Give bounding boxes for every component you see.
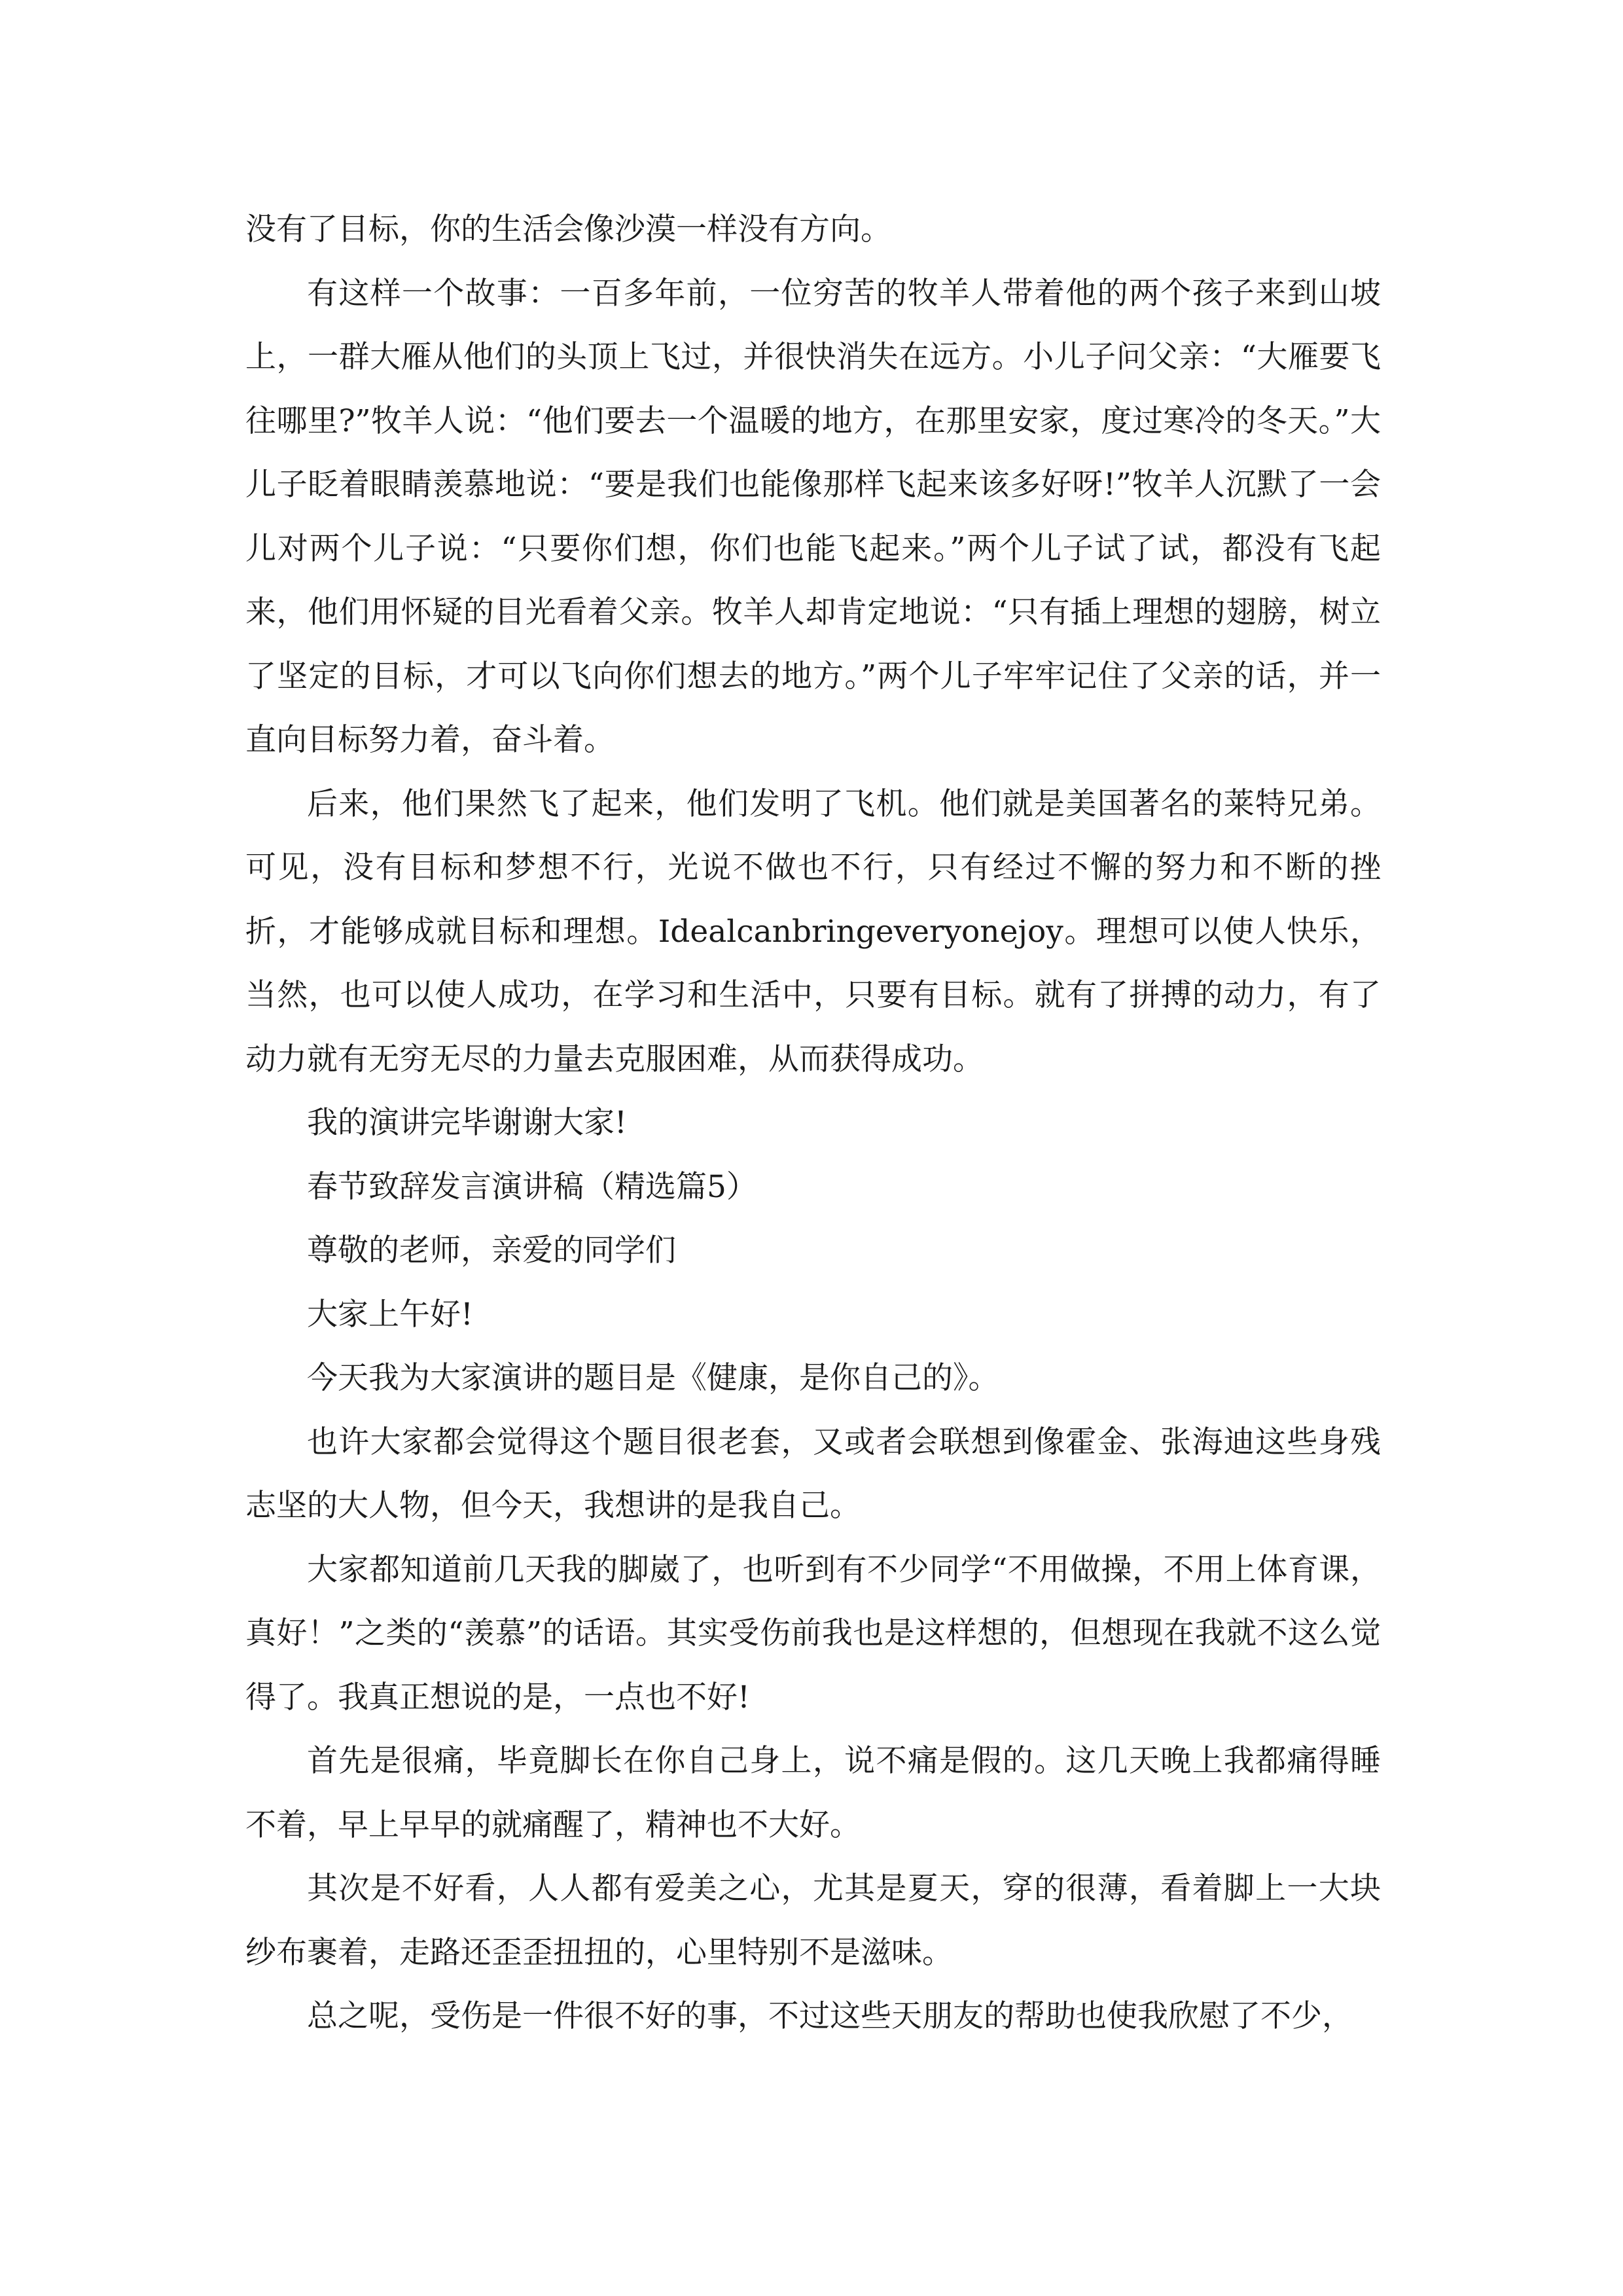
paragraph-1: 没有了目标，你的生活会像沙漠一样没有方向。 [245,211,891,247]
paragraph-2: 有这样一个故事：一百多年前，一位穷苦的牧羊人带着他的两个孩子来到山坡上，一群大雁从他们的头顶上飞过，并很快消失在远方。小儿子问父亲：“大雁要飞往哪里?”牧羊人说：“他们要去一个温暖的地方，在那里安家，度过寒冷的冬天。”大儿子眨着眼睛羡慕地说：“要是我们也能像那样飞起来该多好呀!”牧羊人沉默了一会儿对两个儿子说：“只要你们想，你们也能飞起来。”两个儿子试了试，都没有飞起来，他们用怀疑的目光看着父亲。牧羊人却肯定地说：“只有插上理想的翅膀，树立了坚定的目标，才可以飞向你们想去的地方。”两个儿子牢牢记住了父亲的话，并一直向目标努力着，奋斗着。 [245,275,1381,758]
paragraph-10: 大家都知道前几天我的脚崴了，也听到有不少同学“不用做操，不用上体育课，真好！”之类的“羡慕”的话语。其实受伤前我也是这样想的，但想现在我就不这么觉得了。我真正想说的是，一点也不好! [245,1551,1381,1715]
salutation: 尊敬的老师，亲爱的同学们 [307,1232,676,1268]
paragraph-12: 其次是不好看，人人都有爱美之心，尤其是夏天，穿的很薄，看着脚上一大块纱布裹着，走路还歪歪扭扭的，心里特别不是滋味。 [245,1871,1381,1971]
section-heading: 春节致辞发言演讲稿（精选篇5） [307,1168,757,1205]
paragraph-11: 首先是很痛，毕竟脚长在你自己身上，说不痛是假的。这几天晚上我都痛得睡不着，早上早早的就痛醒了，精神也不大好。 [245,1743,1381,1843]
greeting: 大家上午好! [307,1296,473,1333]
paragraph-3: 后来，他们果然飞了起来，他们发明了飞机。他们就是美国著名的莱特兄弟。可见，没有目标和梦想不行，光说不做也不行，只有经过不懈的努力和不断的挫折，才能够成就目标和理想。Idealcanbringeveryonejoy。理想可以使人快乐，当然，也可以使人成功，在学习和生活中，只要有目标。就有了拼搏的动力，有了动力就有无穷无尽的力量去克服困难，从而获得成功。 [245,785,1381,1077]
paragraph-8: 今天我为大家演讲的题目是《健康，是你自己的》。 [307,1360,999,1396]
document-body [245,198,1381,2049]
paragraph-4: 我的演讲完毕谢谢大家! [307,1105,627,1141]
paragraph-13: 总之呢，受伤是一件很不好的事，不过这些天朋友的帮助也使我欣慰了不少， [307,1998,1353,2034]
paragraph-9: 也许大家都会觉得这个题目很老套，又或者会联想到像霍金、张海迪这些身残志坚的大人物，但今天，我想讲的是我自己。 [245,1424,1381,1524]
